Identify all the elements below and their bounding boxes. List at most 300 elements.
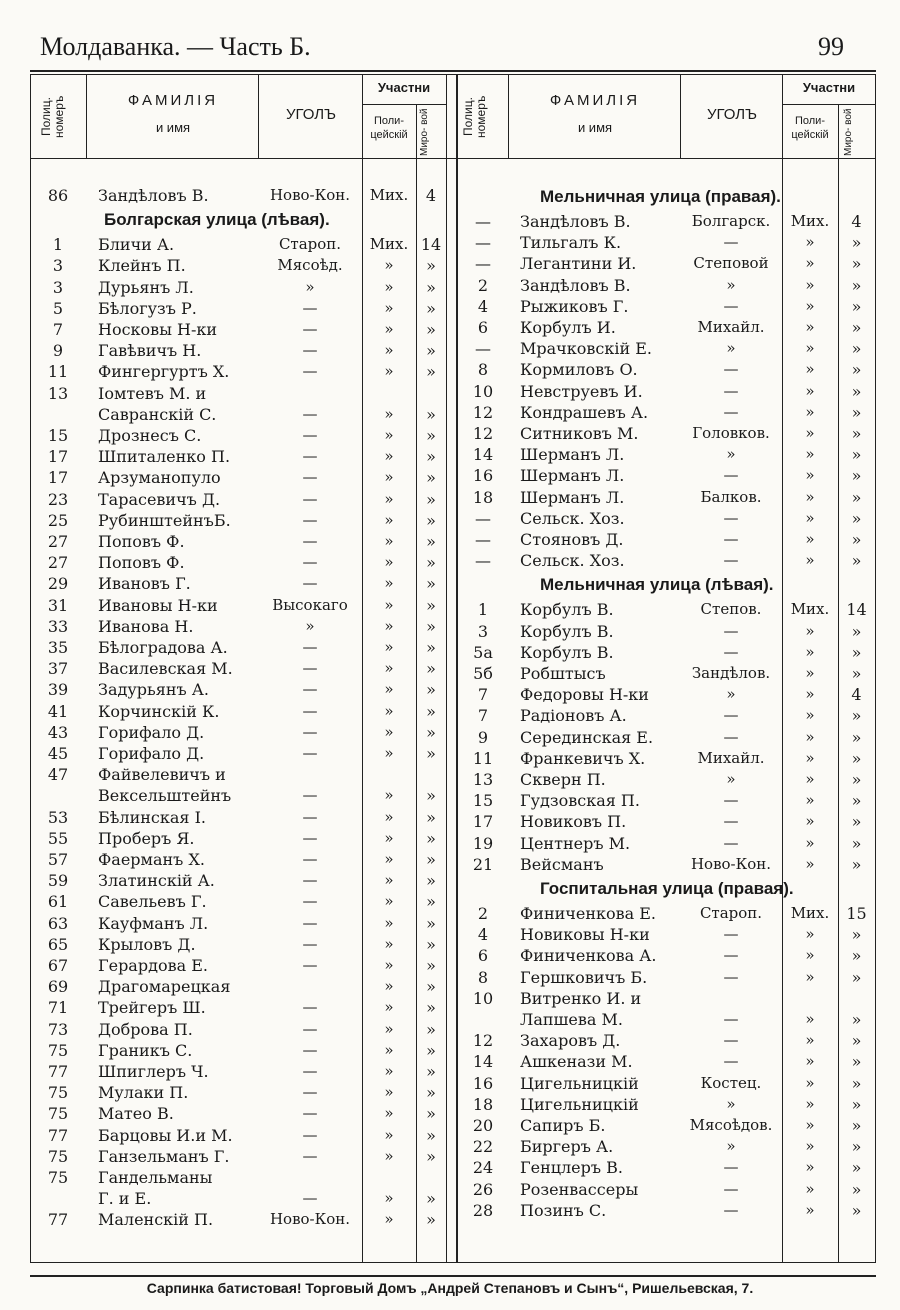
table-row	[0, 924, 900, 945]
house-number: 1	[477, 600, 489, 620]
corner-street: —	[302, 298, 318, 317]
police-precinct: »	[384, 468, 394, 487]
corner-street: —	[302, 850, 318, 868]
magistrate-precinct: »	[426, 256, 436, 276]
police-precinct: »	[384, 510, 394, 529]
resident-name: Мрачковскій Е.	[520, 339, 652, 359]
police-precinct: Мих.	[369, 235, 409, 254]
police-precinct: »	[805, 1031, 815, 1050]
police-precinct: »	[805, 685, 815, 704]
house-number: —	[475, 508, 491, 528]
corner-street: —	[302, 956, 318, 974]
magistrate-precinct: »	[851, 1073, 862, 1093]
house-number: —	[475, 212, 491, 231]
house-number: 53	[47, 807, 69, 827]
corner-street: —	[302, 553, 318, 572]
corner-street: —	[302, 447, 318, 466]
table-row	[0, 1009, 900, 1030]
resident-name: Федоровы Н-ки	[520, 685, 649, 705]
corner-street: —	[302, 574, 318, 593]
police-precinct: »	[805, 791, 815, 810]
resident-name: Центнеръ М.	[520, 833, 631, 853]
resident-name: Златинскій А.	[98, 871, 215, 891]
police-precinct: »	[384, 722, 394, 741]
corner-street: —	[302, 701, 318, 720]
corner-street: —	[723, 946, 739, 965]
corner-street: —	[723, 1010, 739, 1028]
table-row	[0, 599, 900, 620]
resident-name: Скверн П.	[520, 770, 606, 789]
corner-street: —	[723, 466, 739, 485]
resident-name: Носковы Н-ки	[98, 320, 218, 339]
table-row	[0, 945, 900, 966]
corner-street: —	[302, 1040, 318, 1059]
house-number: 7	[52, 320, 64, 339]
magistrate-precinct: »	[851, 1031, 862, 1051]
table-row	[0, 1136, 900, 1157]
resident-name: Вейсманъ	[520, 854, 604, 874]
table-row	[0, 967, 900, 988]
magistrate-precinct: 4	[851, 212, 862, 231]
police-precinct: »	[384, 1189, 394, 1208]
magistrate-precinct: »	[426, 553, 436, 573]
house-number: 75	[47, 1083, 69, 1103]
corner-street: —	[723, 833, 739, 852]
resident-name: Корбулъ В.	[520, 600, 614, 620]
resident-name: Сапиръ Б.	[520, 1116, 606, 1135]
resident-name: Иванова Н.	[98, 616, 194, 636]
resident-name: Маленскій П.	[98, 1210, 214, 1230]
resident-name: Драгомарецкая	[98, 977, 231, 997]
house-number: 77	[47, 1125, 69, 1145]
police-precinct: Мих.	[790, 212, 830, 230]
magistrate-precinct: »	[851, 1094, 862, 1114]
police-precinct: »	[805, 706, 815, 725]
resident-name: Гершковичъ Б.	[520, 967, 648, 987]
magistrate-precinct: »	[851, 946, 862, 966]
header-uchastki-right: Участни	[802, 80, 856, 95]
police-precinct: »	[384, 701, 394, 720]
police-precinct: »	[384, 892, 394, 911]
police-precinct: »	[384, 341, 394, 360]
police-precinct: »	[805, 445, 815, 464]
magistrate-precinct: »	[426, 616, 436, 636]
house-number: 16	[472, 1073, 494, 1093]
magistrate-precinct: »	[426, 850, 436, 869]
corner-street: —	[302, 638, 318, 656]
corner-street: —	[723, 508, 739, 527]
table-row	[0, 529, 900, 550]
magistrate-precinct: »	[426, 362, 436, 382]
table-row	[0, 642, 900, 663]
resident-name: Крыловъ Д.	[98, 934, 196, 954]
col-line	[258, 74, 259, 158]
police-precinct: »	[384, 1062, 394, 1080]
police-precinct: »	[805, 339, 815, 358]
corner-street: Ново-Кон.	[269, 1210, 351, 1229]
magistrate-precinct: »	[426, 510, 436, 530]
house-number: 67	[47, 956, 69, 975]
table-row	[0, 811, 900, 832]
house-number: 77	[47, 1062, 69, 1081]
house-number: 33	[47, 616, 69, 636]
table-row	[0, 1157, 900, 1178]
house-number: 75	[47, 1146, 69, 1166]
house-number: 3	[52, 277, 64, 297]
resident-name: Легантини И.	[520, 254, 637, 274]
police-precinct: »	[805, 1179, 815, 1198]
police-precinct: »	[805, 1137, 815, 1156]
magistrate-precinct: »	[426, 786, 436, 806]
corner-street: —	[723, 1200, 739, 1219]
resident-name: Корбулъ В.	[520, 621, 614, 641]
police-precinct: »	[384, 532, 394, 550]
magistrate-precinct: »	[851, 812, 862, 832]
corner-street: Степов.	[700, 600, 762, 619]
resident-name: Арзуманопуло	[98, 468, 221, 488]
house-number: 5	[52, 298, 64, 318]
police-precinct: »	[805, 1200, 815, 1219]
resident-name: Кормиловъ О.	[520, 360, 638, 380]
magistrate-precinct: »	[426, 956, 436, 975]
resident-name: Горифало Д.	[98, 744, 205, 763]
magistrate-precinct: »	[851, 833, 862, 853]
table-row	[0, 338, 900, 359]
house-number: 10	[472, 988, 494, 1008]
table-row	[0, 705, 900, 726]
police-precinct: »	[384, 1104, 394, 1123]
magistrate-precinct: »	[851, 233, 862, 253]
police-precinct: »	[384, 553, 394, 572]
house-number: 75	[47, 1168, 69, 1187]
corner-street: Мясоѣдов.	[689, 1116, 773, 1134]
magistrate-precinct: »	[851, 275, 862, 295]
house-number: —	[475, 530, 491, 549]
resident-name: Корчинскій К.	[98, 701, 220, 721]
corner-street: —	[302, 1125, 318, 1144]
house-number: 4	[477, 925, 489, 945]
header-i-imya-right: и имя	[577, 120, 613, 135]
resident-name: Франкевичъ Х.	[520, 748, 646, 768]
police-precinct: »	[805, 381, 815, 400]
table-row	[0, 663, 900, 684]
house-number: 63	[47, 913, 69, 933]
police-precinct: »	[384, 1125, 394, 1144]
corner-street: —	[302, 998, 318, 1017]
police-precinct: »	[384, 956, 394, 974]
corner-street: —	[723, 551, 739, 570]
corner-street: Михайл.	[697, 748, 765, 767]
police-precinct: »	[805, 360, 815, 379]
resident-name: Г. и Е.	[98, 1189, 152, 1209]
house-number: —	[475, 233, 491, 253]
house-number: 14	[472, 1052, 494, 1072]
police-precinct: »	[805, 946, 815, 965]
magistrate-precinct: »	[851, 466, 862, 486]
corner-street: —	[302, 807, 318, 826]
police-precinct: »	[805, 254, 815, 273]
corner-street: »	[726, 1137, 736, 1156]
corner-street: —	[723, 381, 739, 400]
house-number: 43	[47, 722, 69, 742]
table-row	[0, 1051, 900, 1072]
house-number: 6	[477, 318, 489, 337]
table-row	[0, 1030, 900, 1051]
corner-street: —	[302, 1104, 318, 1123]
resident-name: Барцовы И.и М.	[98, 1125, 233, 1145]
house-number: 73	[47, 1019, 69, 1039]
magistrate-precinct: »	[426, 977, 436, 997]
police-precinct: »	[384, 595, 394, 614]
resident-name: Ганзельманъ Г.	[98, 1146, 230, 1166]
magistrate-precinct: »	[851, 621, 862, 641]
resident-name: Тарасевичъ Д.	[98, 489, 221, 509]
magistrate-precinct: »	[426, 1125, 436, 1145]
header-ugol-right: УГОЛЪ	[706, 106, 758, 123]
house-number: 18	[472, 487, 494, 507]
resident-name: Доброва П.	[98, 1019, 193, 1039]
police-precinct: »	[384, 659, 394, 678]
police-precinct: »	[805, 275, 815, 294]
magistrate-precinct: »	[426, 892, 436, 912]
corner-street: —	[302, 680, 318, 699]
header-mirovoi: Миро- вой	[419, 108, 430, 156]
table-row	[0, 253, 900, 274]
magistrate-precinct: »	[426, 447, 436, 467]
magistrate-precinct: »	[851, 925, 862, 945]
police-precinct: »	[384, 320, 394, 338]
house-number: 17	[472, 812, 494, 832]
police-precinct: »	[384, 913, 394, 932]
resident-name: Корбулъ И.	[520, 318, 616, 337]
table-row	[0, 359, 900, 380]
resident-name: Сельск. Хоз.	[520, 508, 625, 528]
bottom-rule	[30, 1262, 876, 1263]
magistrate-precinct: »	[851, 1137, 862, 1157]
resident-name: Цигельницкій	[520, 1094, 639, 1114]
table-row	[0, 317, 900, 338]
police-precinct: »	[384, 1210, 394, 1229]
resident-name: Финиченкова А.	[520, 946, 657, 966]
corner-street: Высокаго	[272, 595, 348, 614]
corner-street: —	[723, 360, 739, 379]
corner-street: Михайл.	[697, 318, 765, 336]
magistrate-precinct: »	[851, 530, 862, 549]
corner-street: —	[723, 402, 739, 421]
table-row	[0, 769, 900, 790]
corner-street: —	[302, 913, 318, 932]
police-precinct: »	[384, 744, 394, 762]
magistrate-precinct: »	[426, 659, 436, 679]
resident-name: Герардова Е.	[98, 956, 208, 975]
magistrate-precinct: »	[851, 967, 862, 987]
table-row	[0, 727, 900, 748]
house-number: 22	[472, 1137, 494, 1157]
police-precinct: »	[805, 530, 815, 548]
house-number: 18	[472, 1094, 494, 1114]
resident-name: Іомтевъ М. и	[98, 383, 207, 403]
header-familia-right: ФАМИЛІЯ	[549, 92, 641, 109]
resident-name: Кауфманъ Л.	[98, 913, 209, 933]
house-number: 47	[47, 765, 69, 785]
street-section-heading: Госпитальная улица (правая).	[540, 879, 794, 898]
police-precinct: »	[384, 277, 394, 296]
corner-street: »	[726, 339, 736, 358]
resident-name: Лапшева М.	[520, 1010, 623, 1029]
magistrate-precinct: »	[426, 1083, 436, 1103]
magistrate-precinct: »	[426, 1040, 436, 1060]
col-line	[782, 104, 876, 105]
police-precinct: »	[384, 934, 394, 953]
police-precinct: »	[805, 621, 815, 640]
corner-street: —	[723, 530, 739, 548]
house-number: 75	[47, 1040, 69, 1060]
resident-name: Серединская Е.	[520, 727, 654, 747]
magistrate-precinct: »	[426, 828, 436, 848]
police-precinct: »	[384, 489, 394, 508]
table-row	[0, 423, 900, 444]
resident-name: Савельевъ Г.	[98, 892, 207, 912]
magistrate-precinct: »	[851, 1010, 862, 1029]
police-precinct: »	[384, 256, 394, 275]
corner-street: —	[723, 642, 739, 661]
corner-street: —	[723, 296, 739, 315]
resident-name: Мулаки П.	[98, 1083, 189, 1103]
police-precinct: »	[805, 1073, 815, 1092]
resident-name: Шерманъ Л.	[520, 487, 625, 507]
corner-street: Староп.	[699, 904, 763, 922]
police-precinct: »	[384, 786, 394, 805]
page-number: 99	[818, 32, 844, 61]
police-precinct: »	[805, 748, 815, 767]
house-number: 5а	[473, 642, 493, 662]
house-number: 11	[47, 362, 69, 382]
header-polic-nomer: Полиц. номеръ	[39, 95, 66, 139]
house-number: 69	[47, 977, 69, 997]
police-precinct: »	[805, 402, 815, 421]
house-number: 6	[477, 946, 489, 966]
house-number: 17	[47, 468, 69, 488]
table-row	[0, 854, 900, 875]
house-number: —	[475, 254, 491, 274]
table-row	[0, 1115, 900, 1136]
corner-street: —	[723, 233, 739, 252]
resident-name: Матео В.	[98, 1104, 174, 1124]
corner-street: Костец.	[700, 1073, 762, 1092]
resident-name: Поповъ Ф.	[98, 553, 185, 573]
corner-street: —	[723, 706, 739, 725]
resident-name: Трейгеръ Ш.	[98, 998, 206, 1018]
resident-name: Новиковы Н-ки	[520, 925, 650, 945]
house-number: 2	[477, 904, 489, 923]
police-precinct: »	[805, 296, 815, 315]
house-number: 5б	[473, 664, 493, 683]
corner-street: —	[302, 1189, 318, 1208]
magistrate-precinct: »	[426, 1104, 436, 1124]
street-section-heading: Мельничная улица (правая).	[540, 187, 781, 206]
corner-street: —	[302, 828, 318, 847]
magistrate-precinct: »	[851, 445, 862, 465]
resident-name: Поповъ Ф.	[98, 532, 185, 551]
magistrate-precinct: »	[851, 296, 862, 316]
resident-name: Бѣлогузъ Р.	[98, 298, 197, 318]
house-number: 65	[47, 934, 69, 954]
house-number: 1	[52, 235, 64, 255]
header-uchastki: Участни	[377, 80, 431, 95]
magistrate-precinct: »	[851, 791, 862, 811]
magistrate-precinct: »	[426, 1062, 436, 1081]
magistrate-precinct: »	[426, 680, 436, 700]
police-precinct: »	[384, 807, 394, 826]
resident-name: Савранскій С.	[98, 404, 217, 424]
magistrate-precinct: »	[426, 807, 436, 827]
house-number: 20	[472, 1116, 494, 1135]
house-number: 7	[477, 685, 489, 705]
corner-street: —	[302, 510, 318, 529]
police-precinct: »	[805, 967, 815, 986]
table-row	[0, 903, 900, 924]
magistrate-precinct: »	[851, 487, 862, 507]
police-precinct: »	[805, 727, 815, 746]
police-precinct: Мих.	[369, 186, 409, 204]
police-precinct: »	[384, 426, 394, 444]
house-number: 12	[472, 402, 494, 422]
police-precinct: »	[384, 362, 394, 381]
house-number: 12	[472, 424, 494, 443]
resident-name: Биргеръ А.	[520, 1137, 614, 1157]
magistrate-precinct: »	[426, 1019, 436, 1039]
police-precinct: »	[384, 1040, 394, 1059]
police-precinct: »	[384, 1146, 394, 1165]
corner-street: —	[302, 404, 318, 423]
house-number: 3	[477, 621, 489, 641]
magistrate-precinct: »	[426, 1189, 436, 1209]
house-number: 59	[47, 871, 69, 891]
resident-name: Дрознесъ С.	[98, 426, 202, 445]
magistrate-precinct: »	[851, 424, 862, 443]
corner-street: —	[302, 426, 318, 444]
resident-name: Шпиглеръ Ч.	[98, 1062, 209, 1081]
house-number: 45	[47, 744, 69, 763]
corner-street: —	[302, 1062, 318, 1080]
street-section-heading: Болгарская улица (лѣвая).	[104, 210, 330, 230]
resident-name: Цигельницкій	[520, 1073, 639, 1093]
resident-name: РубинштейнъБ.	[98, 510, 231, 530]
footer-advert: Сарпинка батистовая! Торговый Домъ „Андрей Степановъ и Сынъ“, Ришельевская, 7.	[146, 1280, 754, 1296]
corner-street: —	[302, 871, 318, 890]
resident-name: Рыжиковъ Г.	[520, 296, 629, 316]
police-precinct: »	[384, 638, 394, 656]
resident-name: Шпиталенко П.	[98, 447, 231, 467]
resident-name: Тильгалъ К.	[520, 233, 622, 253]
magistrate-precinct: »	[851, 748, 862, 768]
police-precinct: »	[384, 404, 394, 423]
house-number: 21	[472, 854, 494, 874]
corner-street: —	[302, 1146, 318, 1165]
resident-name: Позинъ С.	[520, 1200, 607, 1220]
police-precinct: »	[384, 1019, 394, 1038]
table-row	[0, 402, 900, 423]
magistrate-precinct: »	[851, 642, 862, 662]
corner-street: Мясоѣд.	[277, 256, 343, 275]
house-number: 14	[472, 445, 494, 465]
corner-street: —	[302, 744, 318, 762]
corner-street: »	[305, 277, 315, 296]
corner-street: —	[302, 320, 318, 338]
corner-street: —	[723, 1052, 739, 1071]
table-row	[0, 232, 900, 253]
table-row	[0, 550, 900, 571]
